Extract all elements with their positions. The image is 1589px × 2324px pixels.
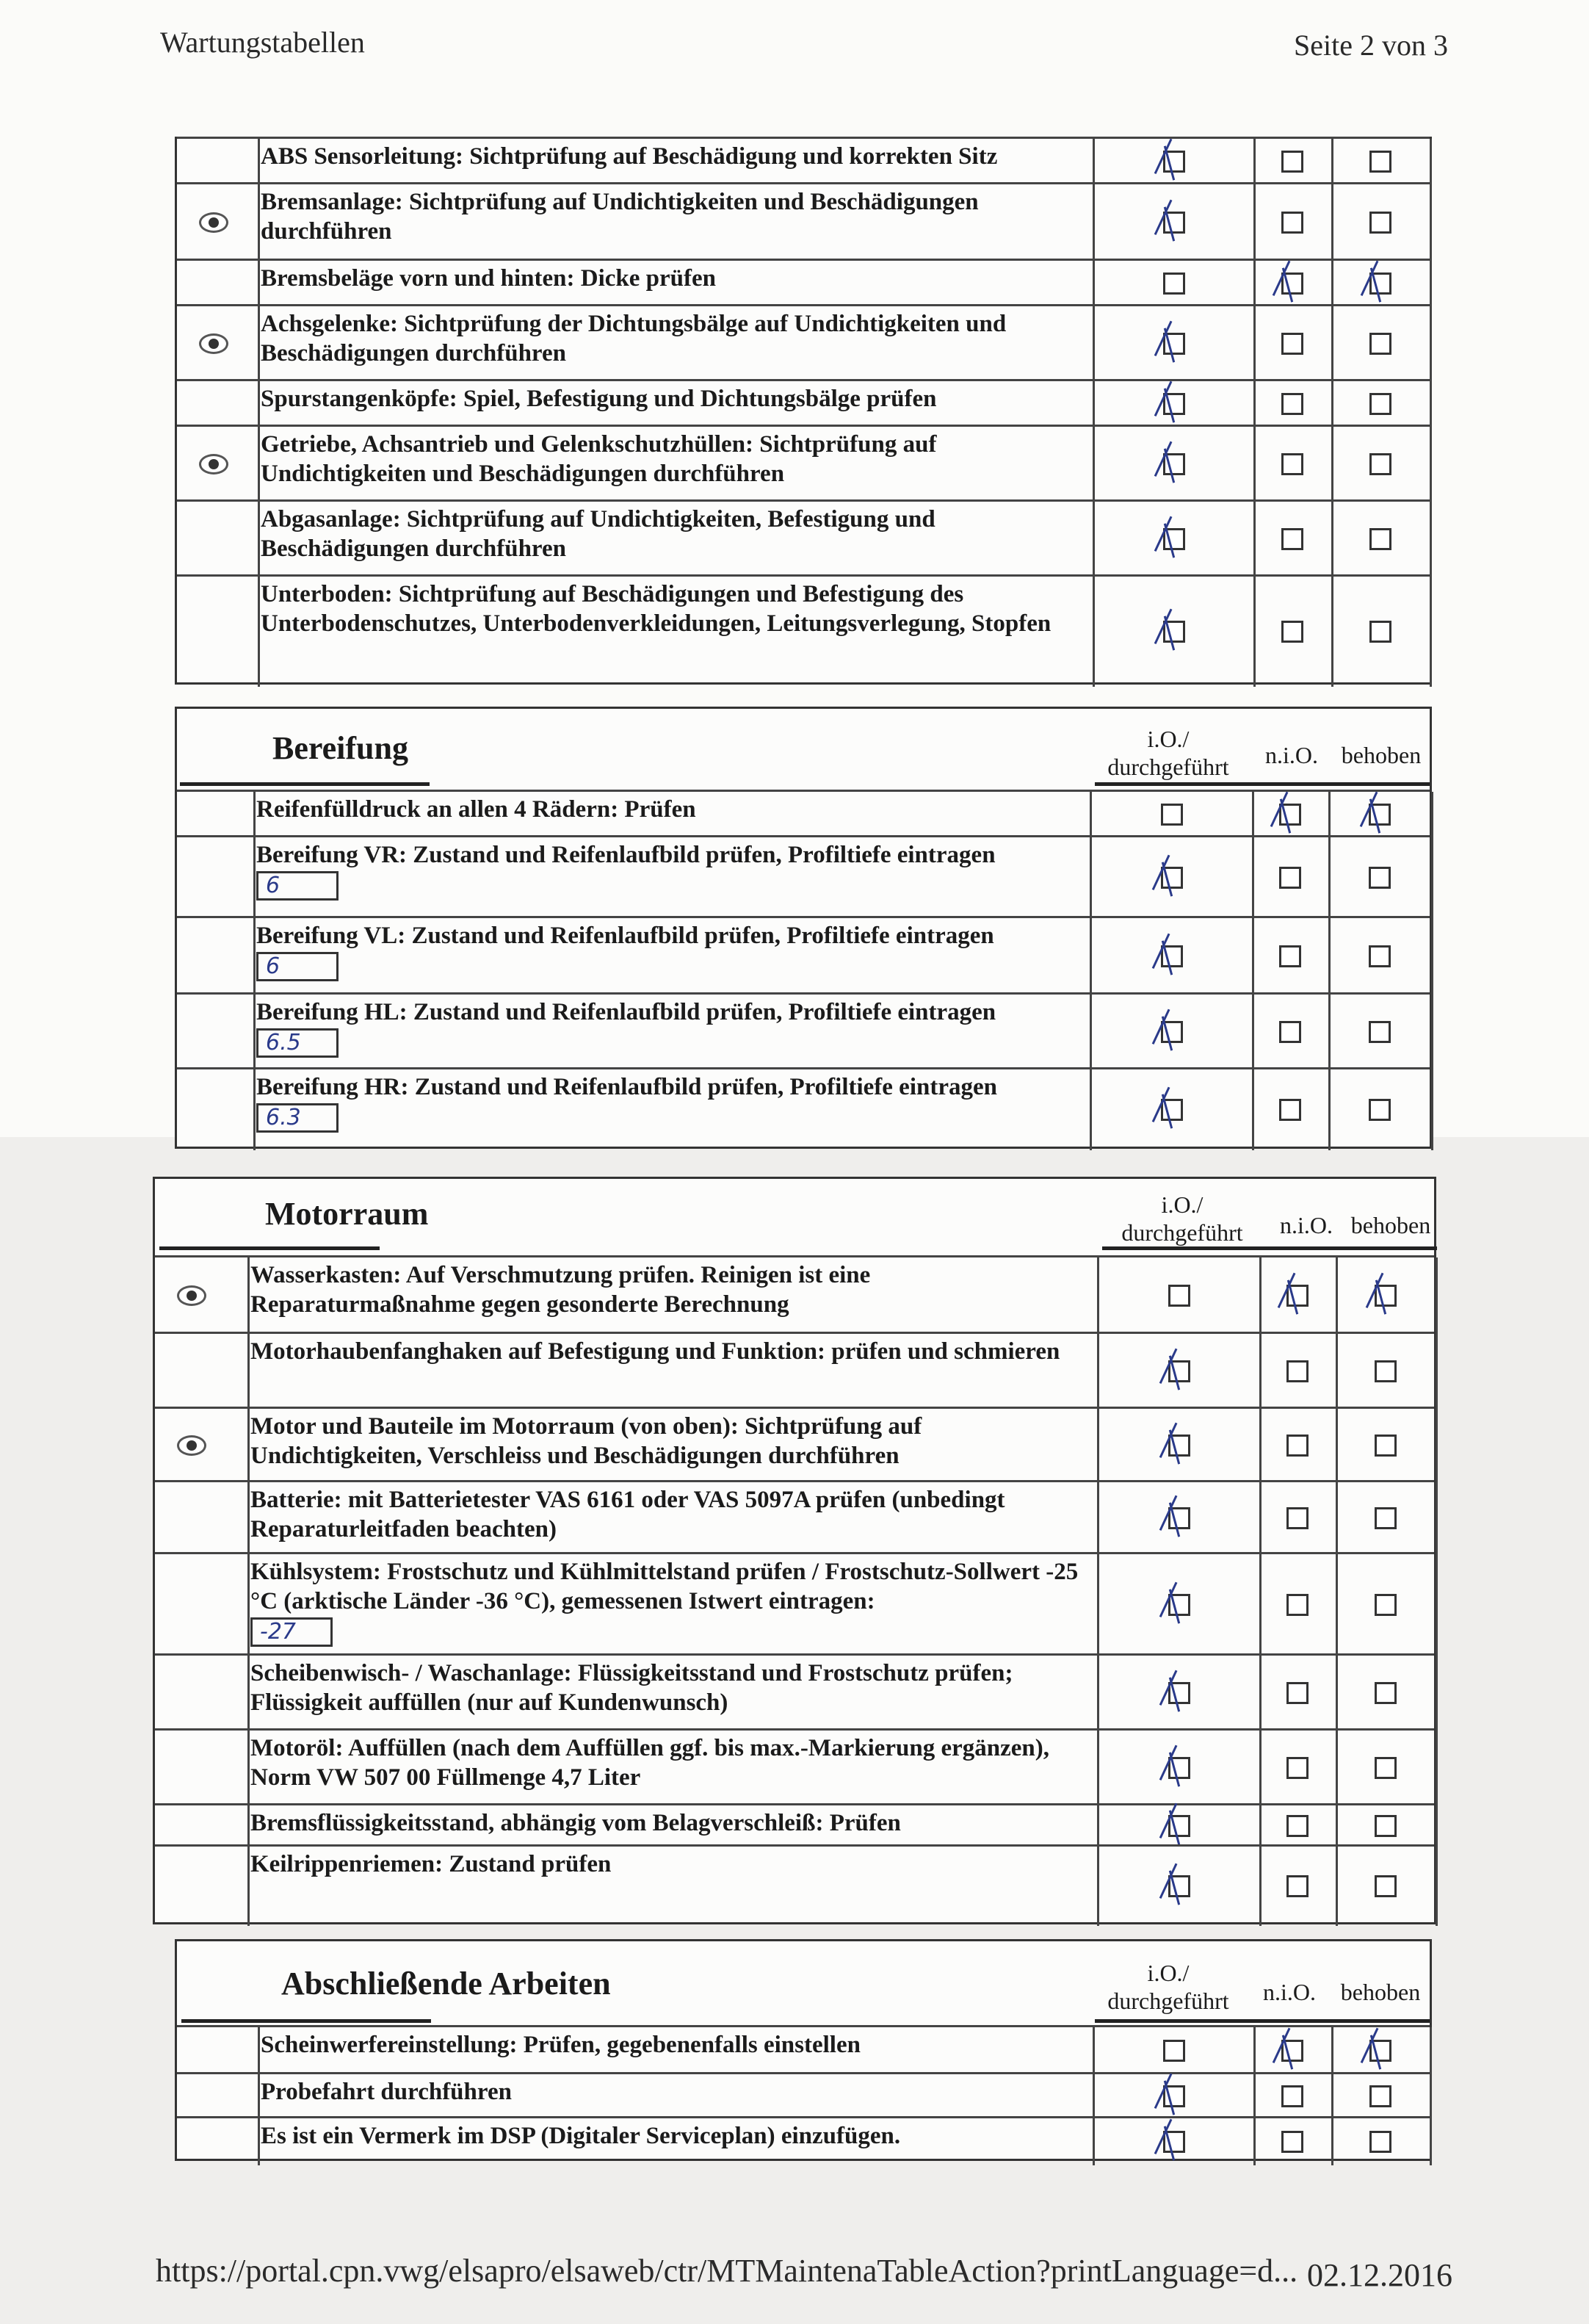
- visual-check-cell: [177, 2027, 260, 2074]
- nio-checkbox-cell: [1259, 1805, 1338, 1847]
- nio-checkbox-cell: [1252, 918, 1331, 995]
- behoben-checkbox-cell: [1331, 427, 1432, 502]
- behoben-checkbox[interactable]: [1369, 1021, 1391, 1043]
- task-label: Bereifung VR: Zustand und Reifenlaufbild prüfen, Profiltiefe eintragen: [256, 842, 996, 868]
- behoben-checkbox[interactable]: [1369, 2131, 1391, 2153]
- behoben-checkbox-cell: [1336, 1334, 1438, 1409]
- nio-checkbox-cell: [1259, 1731, 1338, 1805]
- task-text: [258, 139, 1095, 184]
- behoben-checkbox-cell: [1336, 1847, 1438, 1926]
- task-text: [258, 381, 1095, 427]
- visual-check-cell: [177, 139, 260, 184]
- table-row: [155, 1728, 1434, 1805]
- task-label: Spurstangenköpfe: Spiel, Befestigung und Dichtungsbälge prüfen: [261, 386, 937, 412]
- behoben-checkbox[interactable]: [1369, 212, 1391, 234]
- io-checkbox-cell: [1095, 427, 1256, 502]
- task-label: Bereifung VL: Zustand und Reifenlaufbild prüfen, Profiltiefe eintragen: [256, 923, 994, 949]
- task-label: ABS Sensorleitung: Sichtprüfung auf Beschädigung und korrekten Sitz: [261, 143, 998, 170]
- nio-checkbox[interactable]: [1281, 528, 1303, 550]
- nio-checkbox[interactable]: [1281, 393, 1303, 415]
- io-checkbox[interactable]: [1161, 945, 1183, 967]
- measured-value-field[interactable]: 6.5: [256, 1028, 339, 1058]
- io-checkbox-cell: [1095, 139, 1256, 184]
- behoben-checkbox-cell: [1331, 502, 1432, 577]
- io-checkbox[interactable]: [1163, 528, 1185, 550]
- io-checkbox-cell: [1092, 918, 1254, 995]
- io-checkbox[interactable]: [1168, 1815, 1190, 1837]
- io-checkbox[interactable]: [1168, 1507, 1190, 1529]
- nio-checkbox-cell: [1259, 1409, 1338, 1482]
- behoben-checkbox-cell: [1331, 261, 1432, 306]
- behoben-checkbox[interactable]: [1369, 2040, 1391, 2062]
- behoben-checkbox[interactable]: [1369, 273, 1391, 295]
- nio-checkbox[interactable]: [1286, 1507, 1309, 1529]
- visual-check-cell: [177, 995, 256, 1069]
- task-text: [258, 427, 1095, 502]
- io-checkbox[interactable]: [1163, 2040, 1185, 2062]
- nio-checkbox-cell: [1252, 837, 1331, 918]
- section-abschluss: [175, 1939, 1432, 2161]
- nio-checkbox[interactable]: [1281, 212, 1303, 234]
- task-label: Kühlsystem: Frostschutz und Kühlmittelstand prüfen / Frostschutz-Sollwert -25 °C (arktische Länder -36 °C), gemessenen Istwert eintragen:: [250, 1559, 1079, 1614]
- behoben-checkbox-cell: [1328, 792, 1433, 837]
- behoben-checkbox[interactable]: [1375, 1360, 1397, 1382]
- column-io: i.O./ durchgeführt: [1107, 1960, 1229, 2014]
- io-checkbox-cell: [1099, 1334, 1262, 1409]
- task-label: Bremsbeläge vorn und hinten: Dicke prüfen: [261, 265, 717, 292]
- behoben-checkbox-cell: [1331, 577, 1432, 687]
- task-text: [247, 1482, 1099, 1554]
- behoben-checkbox[interactable]: [1375, 1757, 1397, 1779]
- measured-value-field[interactable]: 6: [256, 952, 339, 981]
- nio-checkbox-cell: [1252, 1069, 1331, 1150]
- io-checkbox[interactable]: [1161, 1021, 1183, 1043]
- measured-value-field[interactable]: 6: [256, 871, 339, 901]
- nio-checkbox-cell: [1252, 995, 1331, 1069]
- task-label: Bereifung HR: Zustand und Reifenlaufbild prüfen, Profiltiefe eintragen: [256, 1074, 997, 1100]
- io-checkbox[interactable]: [1163, 393, 1185, 415]
- page-number: Seite 2 von 3: [1294, 29, 1448, 62]
- visual-check-cell: [155, 1482, 250, 1554]
- table-row: [155, 1803, 1434, 1847]
- behoben-checkbox-cell: [1328, 1069, 1433, 1150]
- behoben-checkbox[interactable]: [1369, 151, 1391, 173]
- behoben-checkbox[interactable]: [1375, 1435, 1397, 1457]
- visual-check-cell: [155, 1409, 250, 1482]
- behoben-checkbox[interactable]: [1369, 528, 1391, 550]
- behoben-checkbox-cell: [1336, 1554, 1438, 1656]
- table-row: [155, 1653, 1434, 1731]
- io-checkbox-cell: [1099, 1656, 1262, 1731]
- behoben-checkbox-cell: [1336, 1482, 1438, 1554]
- behoben-checkbox[interactable]: [1369, 453, 1391, 475]
- behoben-checkbox-cell: [1336, 1409, 1438, 1482]
- visual-check-cell: [155, 1257, 250, 1334]
- task-label: Motor und Bauteile im Motorraum (von oben): Sichtprüfung auf Undichtigkeiten, Verschleiss und Beschädigungen durchführen: [250, 1413, 922, 1469]
- io-checkbox[interactable]: [1168, 1360, 1190, 1382]
- column-behoben: behoben: [1350, 1212, 1431, 1238]
- io-checkbox[interactable]: [1163, 151, 1185, 173]
- table-row: [155, 1407, 1434, 1482]
- task-label: Wasserkasten: Auf Verschmutzung prüfen. Reinigen ist eine Reparaturmaßnahme gegen gesonderte Berechnung: [250, 1262, 871, 1318]
- nio-checkbox[interactable]: [1281, 2040, 1303, 2062]
- table-row: [155, 1332, 1434, 1409]
- nio-checkbox[interactable]: [1281, 2131, 1303, 2153]
- visual-check-cell: [177, 577, 260, 687]
- visual-check-cell: [177, 2074, 260, 2118]
- visual-check-cell: [177, 427, 260, 502]
- behoben-checkbox[interactable]: [1375, 1285, 1397, 1307]
- nio-checkbox[interactable]: [1281, 453, 1303, 475]
- io-checkbox[interactable]: [1168, 1285, 1190, 1307]
- eye-icon: [177, 1435, 206, 1456]
- io-checkbox[interactable]: [1163, 273, 1185, 295]
- behoben-checkbox[interactable]: [1369, 804, 1391, 826]
- task-text: [247, 1257, 1099, 1334]
- behoben-checkbox-cell: [1336, 1257, 1438, 1334]
- io-checkbox-cell: [1099, 1409, 1262, 1482]
- task-label: Motoröl: Auffüllen (nach dem Auffüllen ggf. bis max.-Markierung ergänzen), Norm VW 507 00 Füllmenge 4,7 Liter: [250, 1735, 1050, 1791]
- nio-checkbox[interactable]: [1286, 1875, 1309, 1897]
- nio-checkbox[interactable]: [1286, 1815, 1309, 1837]
- document-title: Wartungstabellen: [160, 26, 365, 59]
- task-label: Es ist ein Vermerk im DSP (Digitaler Serviceplan) einzufügen.: [261, 2123, 901, 2149]
- io-checkbox-cell: [1099, 1554, 1262, 1656]
- io-checkbox[interactable]: [1163, 2131, 1185, 2153]
- nio-checkbox-cell: [1259, 1334, 1338, 1409]
- visual-check-cell: [177, 837, 256, 918]
- task-label: Bremsanlage: Sichtprüfung auf Undichtigkeiten und Beschädigungen durchführen: [261, 189, 979, 245]
- column-nio: n.i.O.: [1280, 1212, 1333, 1238]
- io-checkbox[interactable]: [1163, 453, 1185, 475]
- nio-checkbox-cell: [1253, 502, 1333, 577]
- visual-check-cell: [177, 184, 260, 261]
- task-label: Unterboden: Sichtprüfung auf Beschädigungen und Befestigung des Unterbodenschutzes, Unterbodenverkleidungen, Leitungsverlegung, Stopfen: [261, 581, 1052, 637]
- table-row: [177, 259, 1430, 306]
- task-label: Scheibenwisch- / Waschanlage: Flüssigkeitsstand und Frostschutz prüfen; Flüssigkeit auffüllen (nur auf Kundenwunsch): [250, 1660, 1013, 1716]
- table-row: [155, 1552, 1434, 1656]
- io-checkbox-cell: [1099, 1805, 1262, 1847]
- nio-checkbox[interactable]: [1279, 804, 1301, 826]
- task-label: Scheinwerfereinstellung: Prüfen, gegebenenfalls einstellen: [261, 2032, 861, 2058]
- io-checkbox[interactable]: [1168, 1682, 1190, 1704]
- task-text: [253, 918, 1092, 995]
- behoben-checkbox-cell: [1328, 918, 1433, 995]
- io-checkbox-cell: [1092, 1069, 1254, 1150]
- behoben-checkbox-cell: [1336, 1731, 1438, 1805]
- io-checkbox-cell: [1092, 792, 1254, 837]
- header-rule: [180, 782, 430, 786]
- column-nio: n.i.O.: [1265, 742, 1318, 768]
- eye-icon: [177, 1285, 206, 1306]
- task-text: [258, 577, 1095, 687]
- io-checkbox-cell: [1095, 577, 1256, 687]
- nio-checkbox[interactable]: [1279, 867, 1301, 889]
- section-motorraum: [153, 1177, 1436, 1924]
- task-label: Motorhaubenfanghaken auf Befestigung und Funktion: prüfen und schmieren: [250, 1338, 1060, 1365]
- task-text: [247, 1334, 1099, 1409]
- visual-check-cell: [177, 261, 260, 306]
- nio-checkbox-cell: [1259, 1482, 1338, 1554]
- table-row: [177, 2072, 1430, 2118]
- io-checkbox-cell: [1099, 1731, 1262, 1805]
- eye-icon: [199, 333, 228, 354]
- task-text: [258, 306, 1095, 381]
- eye-icon: [199, 212, 228, 233]
- header-rule: [159, 1246, 380, 1250]
- nio-checkbox[interactable]: [1281, 333, 1303, 355]
- nio-checkbox-cell: [1253, 2118, 1333, 2165]
- task-text: [253, 837, 1092, 918]
- nio-checkbox[interactable]: [1286, 1757, 1309, 1779]
- behoben-checkbox[interactable]: [1369, 945, 1391, 967]
- visual-check-cell: [155, 1334, 250, 1409]
- io-checkbox[interactable]: [1163, 212, 1185, 234]
- measured-value-field[interactable]: -27: [250, 1617, 333, 1647]
- visual-check-cell: [177, 2118, 260, 2165]
- behoben-checkbox-cell: [1331, 2074, 1432, 2118]
- task-label: Batterie: mit Batterietester VAS 6161 oder VAS 5097A prüfen (unbedingt Reparaturleitfaden beachten): [250, 1487, 1005, 1542]
- task-text: [258, 261, 1095, 306]
- io-checkbox-cell: [1092, 837, 1254, 918]
- io-checkbox-cell: [1095, 306, 1256, 381]
- nio-checkbox[interactable]: [1279, 1021, 1301, 1043]
- io-checkbox[interactable]: [1163, 621, 1185, 643]
- nio-checkbox[interactable]: [1279, 945, 1301, 967]
- io-checkbox[interactable]: [1168, 1435, 1190, 1457]
- table-row: [177, 790, 1430, 837]
- table-row: [177, 2116, 1430, 2165]
- header-rule: [181, 2019, 431, 2023]
- task-text: [247, 1847, 1099, 1926]
- behoben-checkbox-cell: [1336, 1805, 1438, 1847]
- behoben-checkbox-cell: [1331, 2027, 1432, 2074]
- table-row: [177, 499, 1430, 577]
- table-row: [177, 835, 1430, 918]
- behoben-checkbox-cell: [1331, 306, 1432, 381]
- behoben-checkbox[interactable]: [1375, 1815, 1397, 1837]
- io-checkbox-cell: [1095, 2074, 1256, 2118]
- behoben-checkbox[interactable]: [1375, 1507, 1397, 1529]
- section-title: Motorraum: [265, 1196, 429, 1232]
- nio-checkbox-cell: [1253, 427, 1333, 502]
- nio-checkbox-cell: [1253, 2074, 1333, 2118]
- task-label: Bremsflüssigkeitsstand, abhängig vom Belagverschleiß: Prüfen: [250, 1810, 901, 1836]
- section-bereifung: [175, 707, 1432, 1149]
- visual-check-cell: [155, 1731, 250, 1805]
- nio-checkbox[interactable]: [1286, 1285, 1309, 1307]
- behoben-checkbox[interactable]: [1369, 393, 1391, 415]
- io-checkbox[interactable]: [1168, 1757, 1190, 1779]
- table-row: [177, 137, 1430, 184]
- task-text: [258, 184, 1095, 261]
- task-label: Reifenfülldruck an allen 4 Rädern: Prüfen: [256, 796, 696, 823]
- io-checkbox-cell: [1095, 2118, 1256, 2165]
- task-text: [253, 792, 1092, 837]
- nio-checkbox-cell: [1253, 261, 1333, 306]
- behoben-checkbox[interactable]: [1369, 2085, 1391, 2107]
- task-text: [253, 995, 1092, 1069]
- io-checkbox[interactable]: [1163, 333, 1185, 355]
- table-row: [177, 304, 1430, 381]
- table-row: [177, 379, 1430, 427]
- behoben-checkbox-cell: [1328, 837, 1433, 918]
- io-checkbox-cell: [1095, 381, 1256, 427]
- io-checkbox[interactable]: [1168, 1594, 1190, 1616]
- column-behoben: behoben: [1341, 742, 1422, 768]
- nio-checkbox-cell: [1253, 184, 1333, 261]
- column-io: i.O./ durchgeführt: [1121, 1191, 1243, 1246]
- eye-icon: [199, 454, 228, 474]
- table-row: [155, 1844, 1434, 1926]
- task-text: [253, 1069, 1092, 1150]
- task-text: [247, 1554, 1099, 1656]
- visual-check-cell: [155, 1656, 250, 1731]
- nio-checkbox[interactable]: [1286, 1594, 1309, 1616]
- behoben-checkbox[interactable]: [1369, 1099, 1391, 1121]
- nio-checkbox[interactable]: [1281, 273, 1303, 295]
- behoben-checkbox[interactable]: [1369, 621, 1391, 643]
- behoben-checkbox-cell: [1331, 139, 1432, 184]
- table-row: [177, 1067, 1430, 1150]
- nio-checkbox-cell: [1259, 1554, 1338, 1656]
- task-label: Achsgelenke: Sichtprüfung der Dichtungsbälge auf Undichtigkeiten und Beschädigungen durchführen: [261, 311, 1007, 367]
- visual-check-cell: [155, 1847, 250, 1926]
- column-behoben: behoben: [1340, 1979, 1421, 2005]
- task-label: Probefahrt durchführen: [261, 2079, 512, 2105]
- visual-check-cell: [155, 1805, 250, 1847]
- task-text: [247, 1731, 1099, 1805]
- nio-checkbox-cell: [1253, 2027, 1333, 2074]
- nio-checkbox-cell: [1253, 306, 1333, 381]
- nio-checkbox-cell: [1259, 1847, 1338, 1926]
- io-checkbox-cell: [1095, 2027, 1256, 2074]
- behoben-checkbox-cell: [1331, 2118, 1432, 2165]
- table-row: [155, 1255, 1434, 1334]
- task-text: [247, 1656, 1099, 1731]
- io-checkbox-cell: [1099, 1847, 1262, 1926]
- nio-checkbox[interactable]: [1279, 1099, 1301, 1121]
- io-checkbox[interactable]: [1161, 804, 1183, 826]
- visual-check-cell: [177, 918, 256, 995]
- task-label: Getriebe, Achsantrieb und Gelenkschutzhüllen: Sichtprüfung auf Undichtigkeiten und Beschädigungen durchführen: [261, 431, 937, 487]
- task-text: [247, 1409, 1099, 1482]
- section-fahrwerk: [175, 137, 1432, 685]
- task-label: Bereifung HL: Zustand und Reifenlaufbild prüfen, Profiltiefe eintragen: [256, 999, 996, 1025]
- nio-checkbox[interactable]: [1281, 621, 1303, 643]
- nio-checkbox[interactable]: [1286, 1360, 1309, 1382]
- nio-checkbox-cell: [1259, 1257, 1338, 1334]
- io-checkbox-cell: [1099, 1482, 1262, 1554]
- nio-checkbox[interactable]: [1281, 151, 1303, 173]
- nio-checkbox-cell: [1252, 792, 1331, 837]
- visual-check-cell: [177, 792, 256, 837]
- io-checkbox-cell: [1095, 502, 1256, 577]
- behoben-checkbox[interactable]: [1375, 1875, 1397, 1897]
- table-row: [177, 425, 1430, 502]
- footer-date: 02.12.2016: [1307, 2257, 1452, 2293]
- behoben-checkbox[interactable]: [1369, 867, 1391, 889]
- task-label: Keilrippenriemen: Zustand prüfen: [250, 1851, 612, 1877]
- table-row: [155, 1480, 1434, 1554]
- nio-checkbox-cell: [1253, 139, 1333, 184]
- behoben-checkbox-cell: [1328, 995, 1433, 1069]
- visual-check-cell: [177, 381, 260, 427]
- task-text: [258, 502, 1095, 577]
- section-title: Abschließende Arbeiten: [281, 1966, 611, 2002]
- io-checkbox-cell: [1095, 184, 1256, 261]
- table-row: [177, 182, 1430, 261]
- table-row: [177, 992, 1430, 1069]
- nio-checkbox[interactable]: [1286, 1682, 1309, 1704]
- nio-checkbox-cell: [1253, 577, 1333, 687]
- behoben-checkbox[interactable]: [1369, 333, 1391, 355]
- header-rule: [1102, 1246, 1437, 1250]
- io-checkbox[interactable]: [1161, 867, 1183, 889]
- nio-checkbox-cell: [1259, 1656, 1338, 1731]
- io-checkbox-cell: [1099, 1257, 1262, 1334]
- header-rule: [1095, 782, 1430, 786]
- io-checkbox[interactable]: [1161, 1099, 1183, 1121]
- visual-check-cell: [177, 502, 260, 577]
- behoben-checkbox-cell: [1331, 381, 1432, 427]
- table-row: [177, 2025, 1430, 2074]
- nio-checkbox[interactable]: [1281, 2085, 1303, 2107]
- task-text: [258, 2118, 1095, 2165]
- io-checkbox-cell: [1095, 261, 1256, 306]
- nio-checkbox-cell: [1253, 381, 1333, 427]
- column-io: i.O./ durchgeführt: [1107, 726, 1229, 780]
- visual-check-cell: [177, 1069, 256, 1150]
- task-text: [258, 2074, 1095, 2118]
- visual-check-cell: [155, 1554, 250, 1656]
- task-text: [258, 2027, 1095, 2074]
- table-row: [177, 916, 1430, 995]
- behoben-checkbox-cell: [1331, 184, 1432, 261]
- behoben-checkbox-cell: [1336, 1656, 1438, 1731]
- task-text: [247, 1805, 1099, 1847]
- io-checkbox-cell: [1092, 995, 1254, 1069]
- measured-value-field[interactable]: 6.3: [256, 1103, 339, 1133]
- behoben-checkbox[interactable]: [1375, 1594, 1397, 1616]
- behoben-checkbox[interactable]: [1375, 1682, 1397, 1704]
- header-rule: [1095, 2019, 1430, 2023]
- io-checkbox[interactable]: [1163, 2085, 1185, 2107]
- column-nio: n.i.O.: [1263, 1979, 1316, 2005]
- visual-check-cell: [177, 306, 260, 381]
- task-label: Abgasanlage: Sichtprüfung auf Undichtigkeiten, Befestigung und Beschädigungen durchführen: [261, 506, 935, 562]
- table-row: [177, 574, 1430, 687]
- footer-url: https://portal.cpn.vwg/elsapro/elsaweb/ctr/MTMaintenaTableAction?printLanguage=d...: [156, 2253, 1298, 2289]
- io-checkbox[interactable]: [1168, 1875, 1190, 1897]
- nio-checkbox[interactable]: [1286, 1435, 1309, 1457]
- section-title: Bereifung: [272, 730, 408, 766]
